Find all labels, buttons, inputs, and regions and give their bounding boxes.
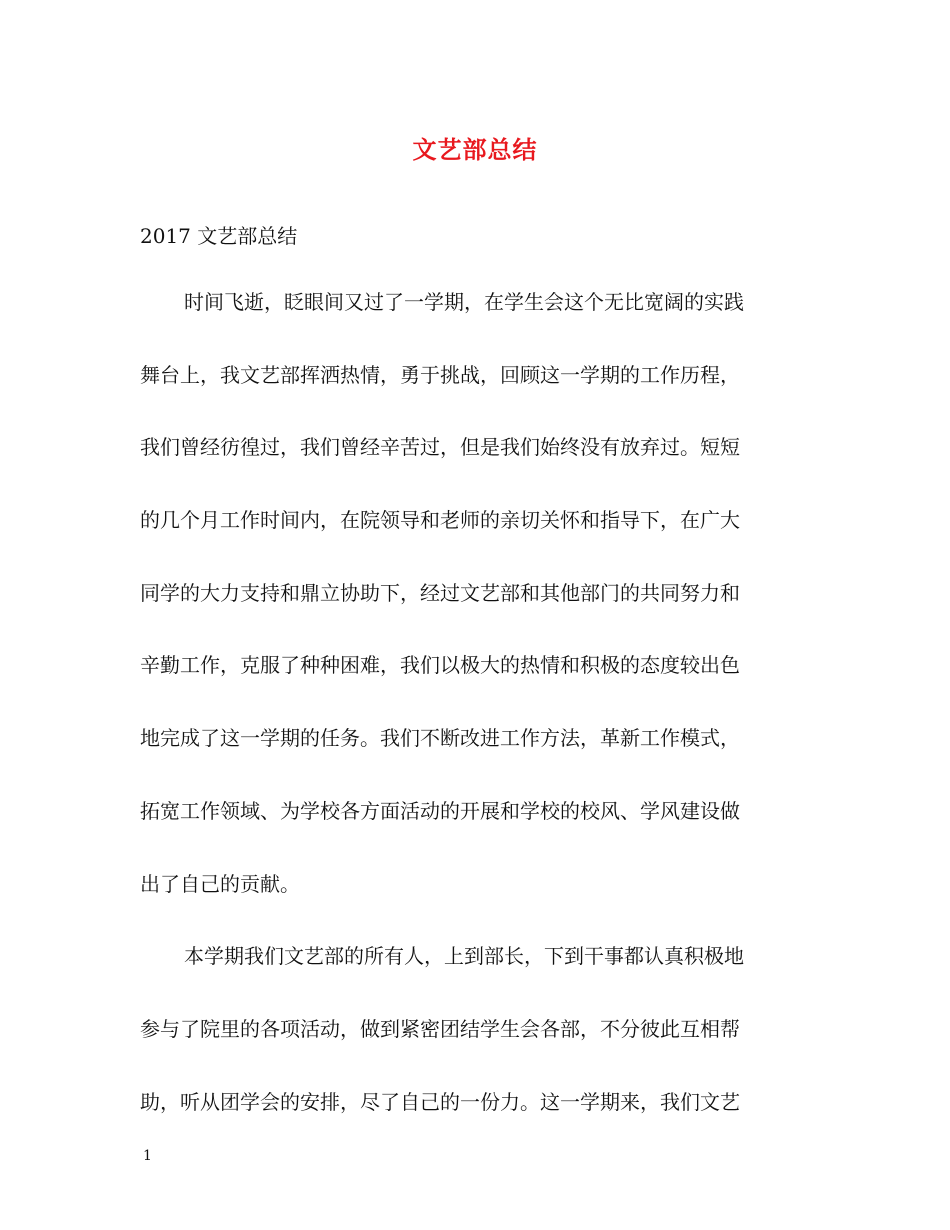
- paragraph-1-line-4: 的几个月工作时间内，在院领导和老师的亲切关怀和指导下，在广大: [140, 508, 740, 533]
- document-subtitle: 2017 文艺部总结: [140, 224, 298, 248]
- paragraph-1-line-1: 时间飞逝，眨眼间又过了一学期，在学生会这个无比宽阔的实践: [184, 290, 744, 314]
- paragraph-1-line-2: 舞台上，我文艺部挥洒热情，勇于挑战，回顾这一学期的工作历程，: [140, 362, 740, 387]
- page-number: 1: [143, 1148, 152, 1164]
- paragraph-1-line-7: 地完成了这一学期的任务。我们不断改进工作方法，革新工作模式，: [140, 726, 740, 751]
- paragraph-1-line-6: 辛勤工作，克服了种种困难，我们以极大的热情和积极的态度较出色: [140, 653, 740, 678]
- paragraph-2-line-1: 本学期我们文艺部的所有人，上到部长，下到干事都认真积极地: [184, 944, 744, 969]
- paragraph-1-line-9: 出了自己的贡献。: [140, 871, 300, 896]
- document-title: 文艺部总结: [412, 135, 538, 164]
- document-body: [140, 278, 800, 1150]
- paragraph-2-line-3: 助，听从团学会的安排，尽了自己的一份力。这一学期来，我们文艺: [140, 1089, 740, 1114]
- paragraph-1-line-5: 同学的大力支持和鼎立协助下，经过文艺部和其他部门的共同努力和: [140, 580, 740, 605]
- paragraph-1-line-3: 我们曾经彷徨过，我们曾经辛苦过，但是我们始终没有放弃过。短短: [140, 435, 740, 460]
- paragraph-2-line-2: 参与了院里的各项活动，做到紧密团结学生会各部，不分彼此互相帮: [140, 1016, 740, 1041]
- paragraph-1-line-8: 拓宽工作领域、为学校各方面活动的开展和学校的校风、学风建设做: [140, 798, 740, 823]
